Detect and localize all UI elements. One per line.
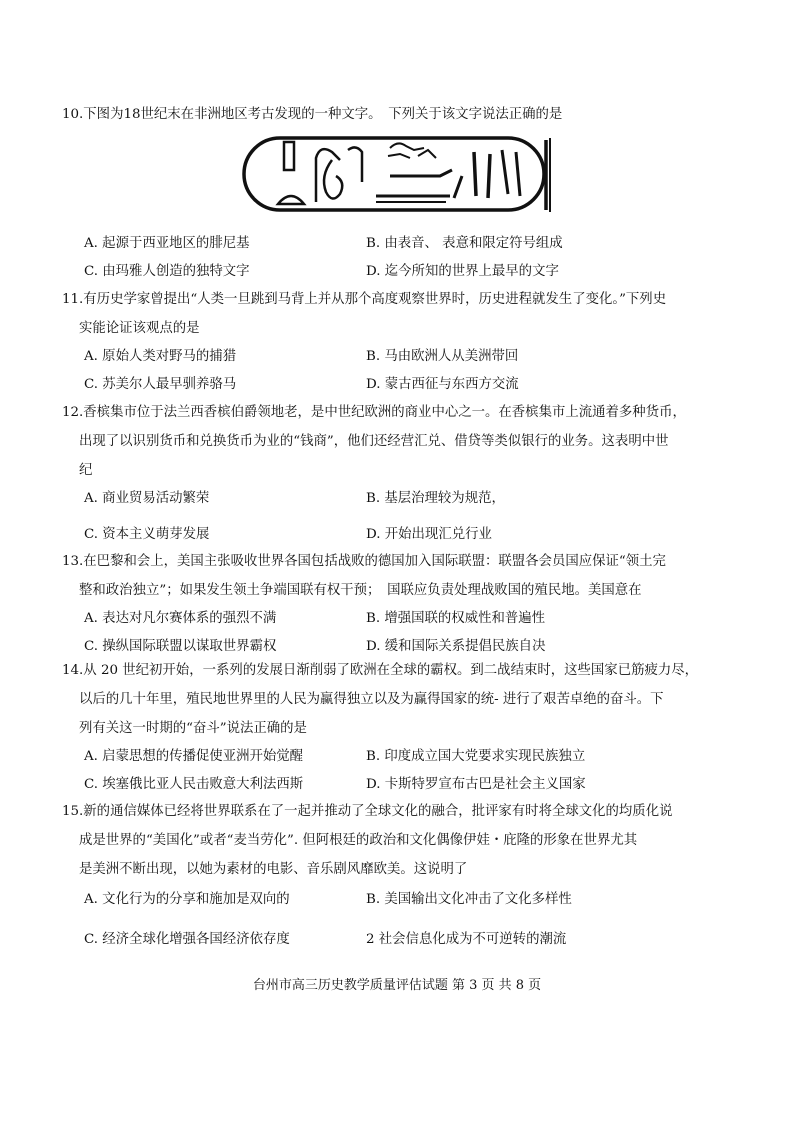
question-10 (62, 100, 730, 129)
question-14-option-b[interactable]: B. 印度成立国大党要求实现民族独立 (366, 749, 586, 764)
question-10-option-c[interactable]: C. 由玛雅人创造的独特文字 (84, 264, 250, 279)
question-13-option-a[interactable]: A. 表达对凡尔赛体系的强烈不满 (84, 611, 277, 626)
question-13-stem: 在巴黎和会上，美国主张吸收世界各国包括战败的德国加入国际联盟：联盟各会员国应保证“领土完 (83, 554, 666, 569)
question-15-stem: 新的通信媒体已经将世界联系在了一起并推动了全球文化的融合，批评家有时将全球文化的均质化说 (83, 804, 673, 819)
question-10-options (62, 230, 730, 286)
question-11-option-d[interactable]: D. 蒙古西征与东西方交流 (366, 377, 519, 392)
question-12-stem-cont: 出现了以识别货币和兑换货币为业的“钱商”，他们还经营汇兑、借贷等类似银行的业务。这表明中世 (79, 434, 669, 449)
question-12 (62, 398, 730, 549)
question-11-option-b[interactable]: B. 马由欧洲人从美洲带回 (366, 349, 519, 364)
question-12-stem-cont2: 纪 (79, 463, 93, 478)
question-15-option-b[interactable]: B. 美国输出文化冲击了文化多样性 (366, 892, 572, 907)
question-13-option-b[interactable]: B. 增强国联的权威性和普遍性 (366, 611, 546, 626)
question-14-stem-cont: 以后的几十年里，殖民地世界里的人民为赢得独立以及为赢得国家的统- 进行了艰苦卓绝的奋斗。下 (79, 692, 664, 707)
question-14-stem-cont2: 列有关这一时期的“奋斗”说法正确的是 (79, 721, 307, 736)
question-13-stem-cont: 整和政治独立”；如果发生领土争端国联有权干预； 国联应负责处理战败国的殖民地。美国意在 (79, 583, 642, 598)
question-10-option-d[interactable]: D. 迄今所知的世界上最早的文字 (366, 264, 559, 279)
question-10-stem: 下图为18世纪末在非洲地区考古发现的一种文字。 下列关于该文字说法正确的是 (83, 107, 563, 122)
question-15-stem-cont2: 是美洲不断出现，以她为素材的电影、音乐剧风靡欧美。这说明了 (79, 862, 468, 877)
question-13-number: 13. (62, 554, 84, 569)
question-12-number: 12. (62, 405, 84, 420)
question-15-option-d[interactable]: 2 社会信息化成为不可逆转的潮流 (366, 932, 567, 947)
question-11-stem: 有历史学家曾提出“人类一旦跳到马背上并从那个高度观察世界时，历史进程就发生了变化。”下列史 (83, 292, 667, 307)
question-14 (62, 656, 730, 799)
question-12-option-b[interactable]: B. 基层治理较为规范， (366, 491, 505, 506)
question-11-option-c[interactable]: C. 苏美尔人最早驯养骆马 (84, 377, 237, 392)
question-12-option-a[interactable]: A. 商业贸易活动繁荣 (84, 491, 210, 506)
question-13 (62, 547, 730, 661)
question-15 (62, 797, 730, 954)
question-12-stem: 香槟集市位于法兰西香槟伯爵领地老，是中世纪欧洲的商业中心之一。在香槟集市上流通着多种货币， (83, 405, 686, 420)
question-14-number: 14. (62, 663, 84, 678)
question-13-option-c[interactable]: C. 操纵国际联盟以谋取世界霸权 (84, 639, 277, 654)
question-10-number: 10. (62, 107, 84, 122)
question-15-number: 15. (62, 804, 84, 819)
question-13-option-d[interactable]: D. 缓和国际关系提倡民族自决 (366, 639, 546, 654)
question-12-option-c[interactable]: C. 资本主义萌芽发展 (84, 527, 210, 542)
question-11-stem-cont: 实能论证该观点的是 (79, 321, 200, 336)
page-footer: 台州市高三历史教学质量评估试题 第 3 页 共 8 页 (252, 978, 542, 993)
question-15-option-c[interactable]: C. 经济全球化增强各国经济依存度 (84, 932, 290, 947)
question-14-option-c[interactable]: C. 埃塞俄比亚人民击败意大利法西斯 (84, 777, 304, 792)
question-10-option-b[interactable]: B. 由表音、 表意和限定符号组成 (366, 236, 563, 251)
question-11 (62, 285, 730, 399)
hieroglyph-cartouche-icon (240, 132, 558, 218)
question-15-stem-cont: 成是世界的“美国化”或者“麦当劳化”. 但阿根廷的政治和文化偶像伊娃・庇隆的形象在世界尤其 (79, 833, 638, 848)
question-14-option-d[interactable]: D. 卡斯特罗宣布古巴是社会主义国家 (366, 777, 586, 792)
question-11-number: 11. (62, 292, 84, 307)
question-10-option-a[interactable]: A. 起源于西亚地区的腓尼基 (84, 236, 250, 251)
question-12-option-d[interactable]: D. 开始出现汇兑行业 (366, 527, 492, 542)
question-14-option-a[interactable]: A. 启蒙思想的传播促使亚洲开始觉醒 (84, 749, 304, 764)
question-14-stem: 从 20 世纪初开始，一系列的发展日渐削弱了欧洲在全球的霸权。到二战结束时，这些国家已筋疲力尽， (83, 663, 699, 678)
question-11-option-a[interactable]: A. 原始人类对野马的捕猎 (84, 349, 237, 364)
question-15-option-a[interactable]: A. 文化行为的分享和施加是双向的 (84, 892, 290, 907)
